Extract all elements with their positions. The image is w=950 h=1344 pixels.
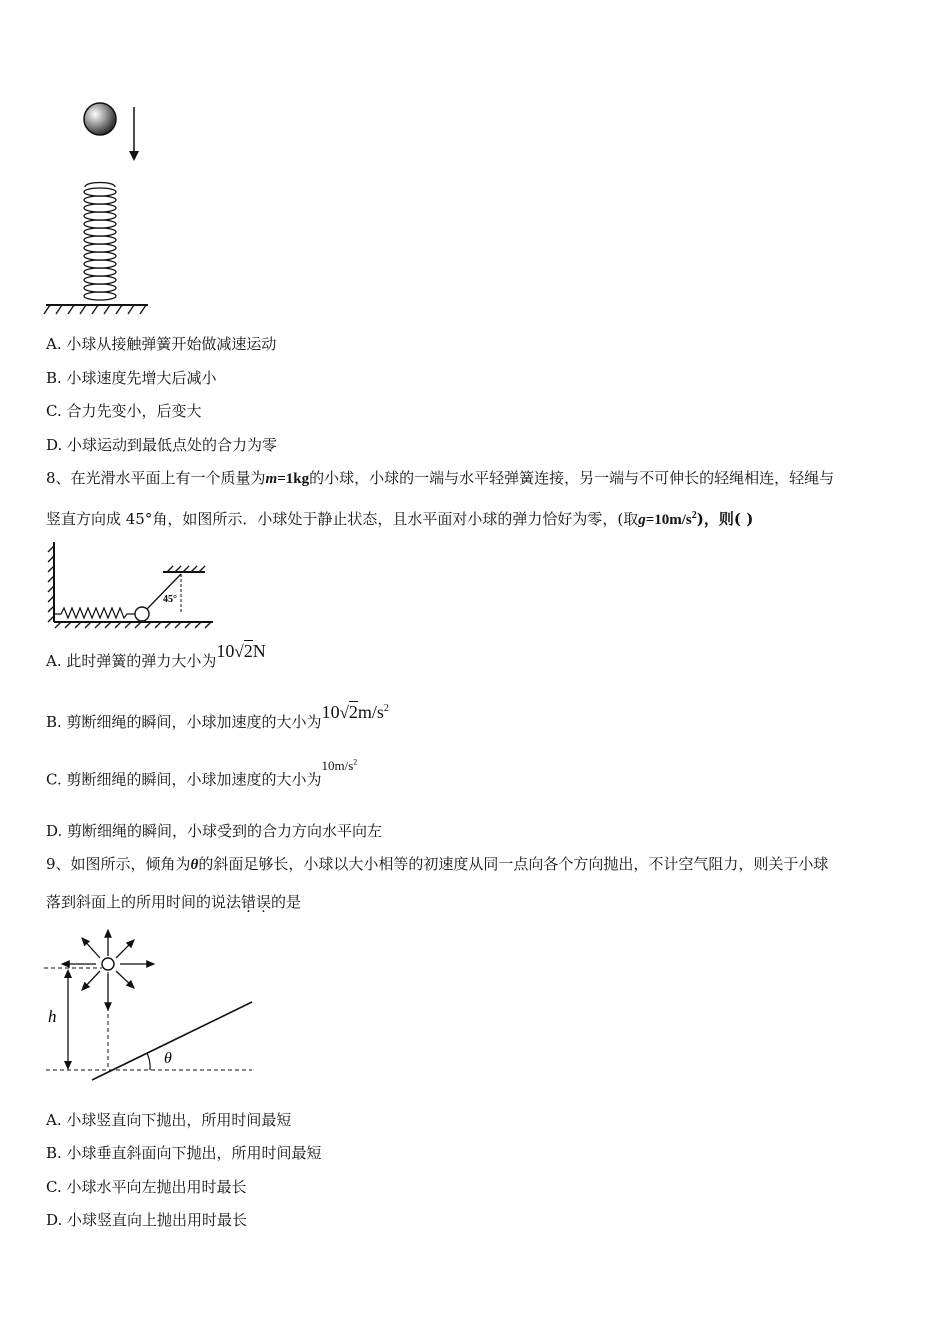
incline-surface bbox=[92, 1002, 252, 1080]
q9-option-d: D. 小球竖直向上抛出用时最长 bbox=[46, 1211, 248, 1229]
q8-g-value: =10m/s bbox=[645, 512, 692, 528]
q8-option-a bbox=[46, 641, 266, 671]
theta-label: θ bbox=[164, 1050, 172, 1067]
spring-ball-figure bbox=[40, 95, 160, 320]
ground-hatch bbox=[44, 305, 148, 314]
q8-option-c-exponent: 2 bbox=[353, 758, 358, 767]
q8-stem-line2 bbox=[46, 505, 753, 531]
q8-option-b-coef: 10 bbox=[321, 702, 340, 722]
q8-option-c-math bbox=[321, 758, 357, 773]
q9-line2-suffix: 的是 bbox=[271, 893, 302, 911]
q9-stem-line2 bbox=[46, 891, 301, 913]
q8-option-c-text: C. 剪断细绳的瞬间，小球加速度的大小为 bbox=[46, 770, 322, 789]
q8-option-a-math: 10√2N bbox=[216, 641, 266, 661]
angle-label: 45° bbox=[163, 594, 177, 605]
falling-ball bbox=[84, 103, 116, 135]
q8-option-b bbox=[46, 702, 389, 732]
horizontal-spring bbox=[54, 608, 135, 618]
spring-rope-figure bbox=[45, 538, 220, 633]
q8-g-exponent: 2 bbox=[691, 510, 697, 521]
q8-mass-value: =1kg bbox=[277, 471, 310, 487]
q8-line2-prefix: 竖直方向成 45°角，如图所示．小球处于静止状态，且水平面对小球的弹力恰好为零，(取 bbox=[46, 510, 639, 528]
q8-option-b-exponent: 2 bbox=[383, 703, 389, 714]
q7-option-a: A. 小球从接触弹簧开始做减速运动 bbox=[46, 335, 277, 353]
q8-mass-symbol: m bbox=[265, 471, 278, 487]
down-arrow-icon bbox=[129, 107, 139, 161]
q8-option-b-radicand: 2 bbox=[348, 702, 358, 722]
launch-ball bbox=[102, 958, 114, 970]
q7-option-b: B. 小球速度先增大后减小 bbox=[46, 369, 217, 387]
q9-line1-suffix: 的斜面足够长，小球以大小相等的初速度从同一点向各个方向抛出，不计空气阻力，则关于小球 bbox=[198, 855, 829, 873]
q9-theta-symbol: θ bbox=[190, 857, 199, 873]
height-arrow-icon bbox=[64, 969, 72, 1070]
q8-g-symbol: g bbox=[638, 512, 646, 528]
small-ball bbox=[135, 607, 149, 621]
q9-line2-prefix: 落到斜面上的所用时间的说法 bbox=[46, 893, 242, 911]
q8-line2-suffix: )，则( ) bbox=[696, 510, 754, 528]
angle-arc bbox=[147, 1053, 150, 1070]
q9-option-a: A. 小球竖直向下抛出，所用时间最短 bbox=[46, 1111, 292, 1129]
ceiling-hatch bbox=[163, 566, 205, 572]
q9-option-b: B. 小球垂直斜面向下抛出，所用时间最短 bbox=[46, 1144, 322, 1162]
q8-option-b-unit: m/s bbox=[357, 702, 384, 722]
q7-option-c: C. 合力先变小，后变大 bbox=[46, 402, 202, 420]
q8-line1-suffix: 的小球，小球的一端与水平轻弹簧连接，另一端与不可伸长的轻绳相连，轻绳与 bbox=[309, 469, 835, 487]
q9-emphasis-char-2: 误 bbox=[256, 893, 272, 911]
q9-emphasis-char-1: 错 bbox=[241, 893, 257, 911]
q9-stem-line1 bbox=[46, 853, 828, 876]
q7-option-d: D. 小球运动到最低点处的合力为零 bbox=[46, 436, 278, 454]
q8-option-a-coef: 10 bbox=[216, 641, 235, 661]
q8-option-d: D. 剪断细绳的瞬间，小球受到的合力方向水平向左 bbox=[46, 822, 383, 840]
q8-stem-line1 bbox=[46, 467, 834, 490]
q8-option-c-value: 10m/s bbox=[321, 758, 354, 774]
q9-option-c: C. 小球水平向左抛出用时最长 bbox=[46, 1178, 247, 1196]
q8-option-a-text: A. 此时弹簧的弹力大小为 bbox=[46, 652, 217, 670]
q8-option-a-unit: N bbox=[252, 641, 266, 661]
q9-line1-prefix: 9、如图所示，倾角为 bbox=[46, 855, 191, 873]
incline-projectile-figure bbox=[40, 922, 260, 1087]
q8-option-c bbox=[46, 758, 358, 790]
spring-coil bbox=[84, 183, 116, 301]
q8-option-a-radicand: 2 bbox=[243, 641, 253, 661]
q8-option-b-math: $10√2m/s^2$ bbox=[321, 702, 389, 722]
wall-and-floor bbox=[48, 542, 213, 628]
height-label: h bbox=[48, 1007, 57, 1026]
q8-option-b-text: B. 剪断细绳的瞬间，小球加速度的大小为 bbox=[46, 713, 322, 731]
q8-line1-prefix: 8、在光滑水平面上有一个质量为 bbox=[46, 469, 266, 487]
